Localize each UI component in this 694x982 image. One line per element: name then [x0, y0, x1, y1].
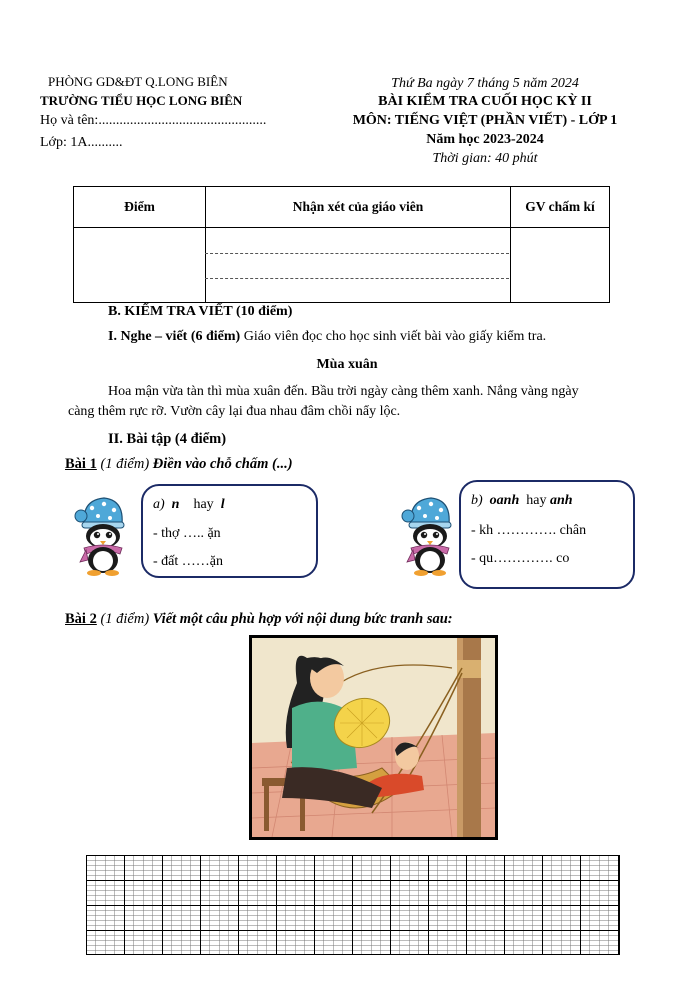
box-b-options	[471, 493, 573, 509]
part1-label: I. Nghe – viết (6 điểm)	[108, 329, 241, 344]
box-b-opt1: oanh	[489, 493, 520, 508]
comment-cell[interactable]	[206, 228, 511, 303]
exercise2-illustration	[249, 635, 498, 840]
box-b-or: hay	[526, 493, 547, 508]
department: PHÒNG GD&ĐT Q.LONG BIÊN	[48, 74, 228, 89]
box-a-line-2[interactable]: - đất ……ặn	[153, 554, 223, 569]
section-b-title: B. KIỂM TRA VIẾT (10 điểm)	[108, 304, 293, 319]
class-field[interactable]: Lớp: 1A..........	[40, 135, 123, 150]
exercise2-instruction: Viết một câu phù hợp với nội dung bức tranh sau:	[149, 611, 453, 627]
exam-date: Thứ Ba ngày 7 tháng 5 năm 2024	[391, 76, 579, 91]
passage-line-1: Hoa mận vừa tàn thì mùa xuân đến. Bầu trời ngày càng thêm xanh. Nắng vàng ngày	[108, 384, 579, 399]
comment-header: Nhận xét của giáo viên	[206, 187, 511, 228]
box-a-line-1[interactable]: - thợ ….. ặn	[153, 526, 221, 541]
exercise2-points: (1 điểm)	[96, 611, 150, 627]
box-b-opt2: anh	[549, 493, 573, 508]
handwriting-grid[interactable]	[86, 855, 620, 955]
box-a-options	[153, 497, 225, 513]
exercise1-box-a	[141, 484, 318, 578]
box-b-line-1[interactable]: - kh …………. chân	[471, 523, 587, 538]
student-name-field[interactable]: Họ và tên:................................................	[40, 113, 267, 128]
exam-duration: Thời gian: 40 phút	[432, 151, 538, 166]
box-b-line-2[interactable]: - qu…………. co	[471, 551, 570, 566]
part1-line	[108, 329, 546, 345]
exam-subject: MÔN: TIẾNG VIỆT (PHẦN VIẾT) - LỚP 1	[352, 113, 618, 128]
penguin-icon	[399, 494, 461, 576]
signature-cell[interactable]	[511, 228, 610, 303]
passage-title: Mùa xuân	[316, 357, 378, 372]
part2-title: II. Bài tập (4 điểm)	[108, 431, 227, 447]
mother-fanning-child-illustration	[252, 638, 495, 837]
school-name: TRƯỜNG TIỂU HỌC LONG BIÊN	[40, 93, 243, 108]
signature-header: GV chấm kí	[511, 187, 610, 228]
penguin-icon	[72, 494, 134, 576]
comment-line-1	[205, 253, 509, 254]
box-a-opt1: n	[171, 497, 180, 512]
exercise2-heading	[65, 611, 453, 628]
exercise1-label: Bài 1	[65, 456, 97, 472]
passage-line-2: càng thêm rực rỡ. Vườn cây lại đua nhau đâm chồi nẩy lộc.	[68, 404, 401, 419]
box-a-or: hay	[193, 497, 214, 512]
box-b-prefix: b)	[471, 493, 483, 508]
exercise1-instruction: Điền vào chỗ chấm (...)	[149, 456, 293, 472]
score-cell[interactable]	[74, 228, 206, 303]
box-a-prefix: a)	[153, 497, 165, 512]
grade-table	[73, 186, 610, 303]
exercise1-points: (1 điểm)	[96, 456, 150, 472]
box-a-opt2: l	[220, 497, 225, 512]
score-header: Điểm	[74, 187, 206, 228]
exercise1-heading	[65, 456, 293, 473]
school-year: Năm học 2023-2024	[426, 132, 544, 147]
exercise1-box-b	[459, 480, 635, 589]
exam-title: BÀI KIỂM TRA CUỐI HỌC KỲ II	[378, 94, 592, 109]
comment-line-2	[205, 278, 509, 279]
exercise2-label: Bài 2	[65, 611, 97, 627]
part1-text: Giáo viên đọc cho học sinh viết bài vào giấy kiểm tra.	[240, 329, 547, 344]
